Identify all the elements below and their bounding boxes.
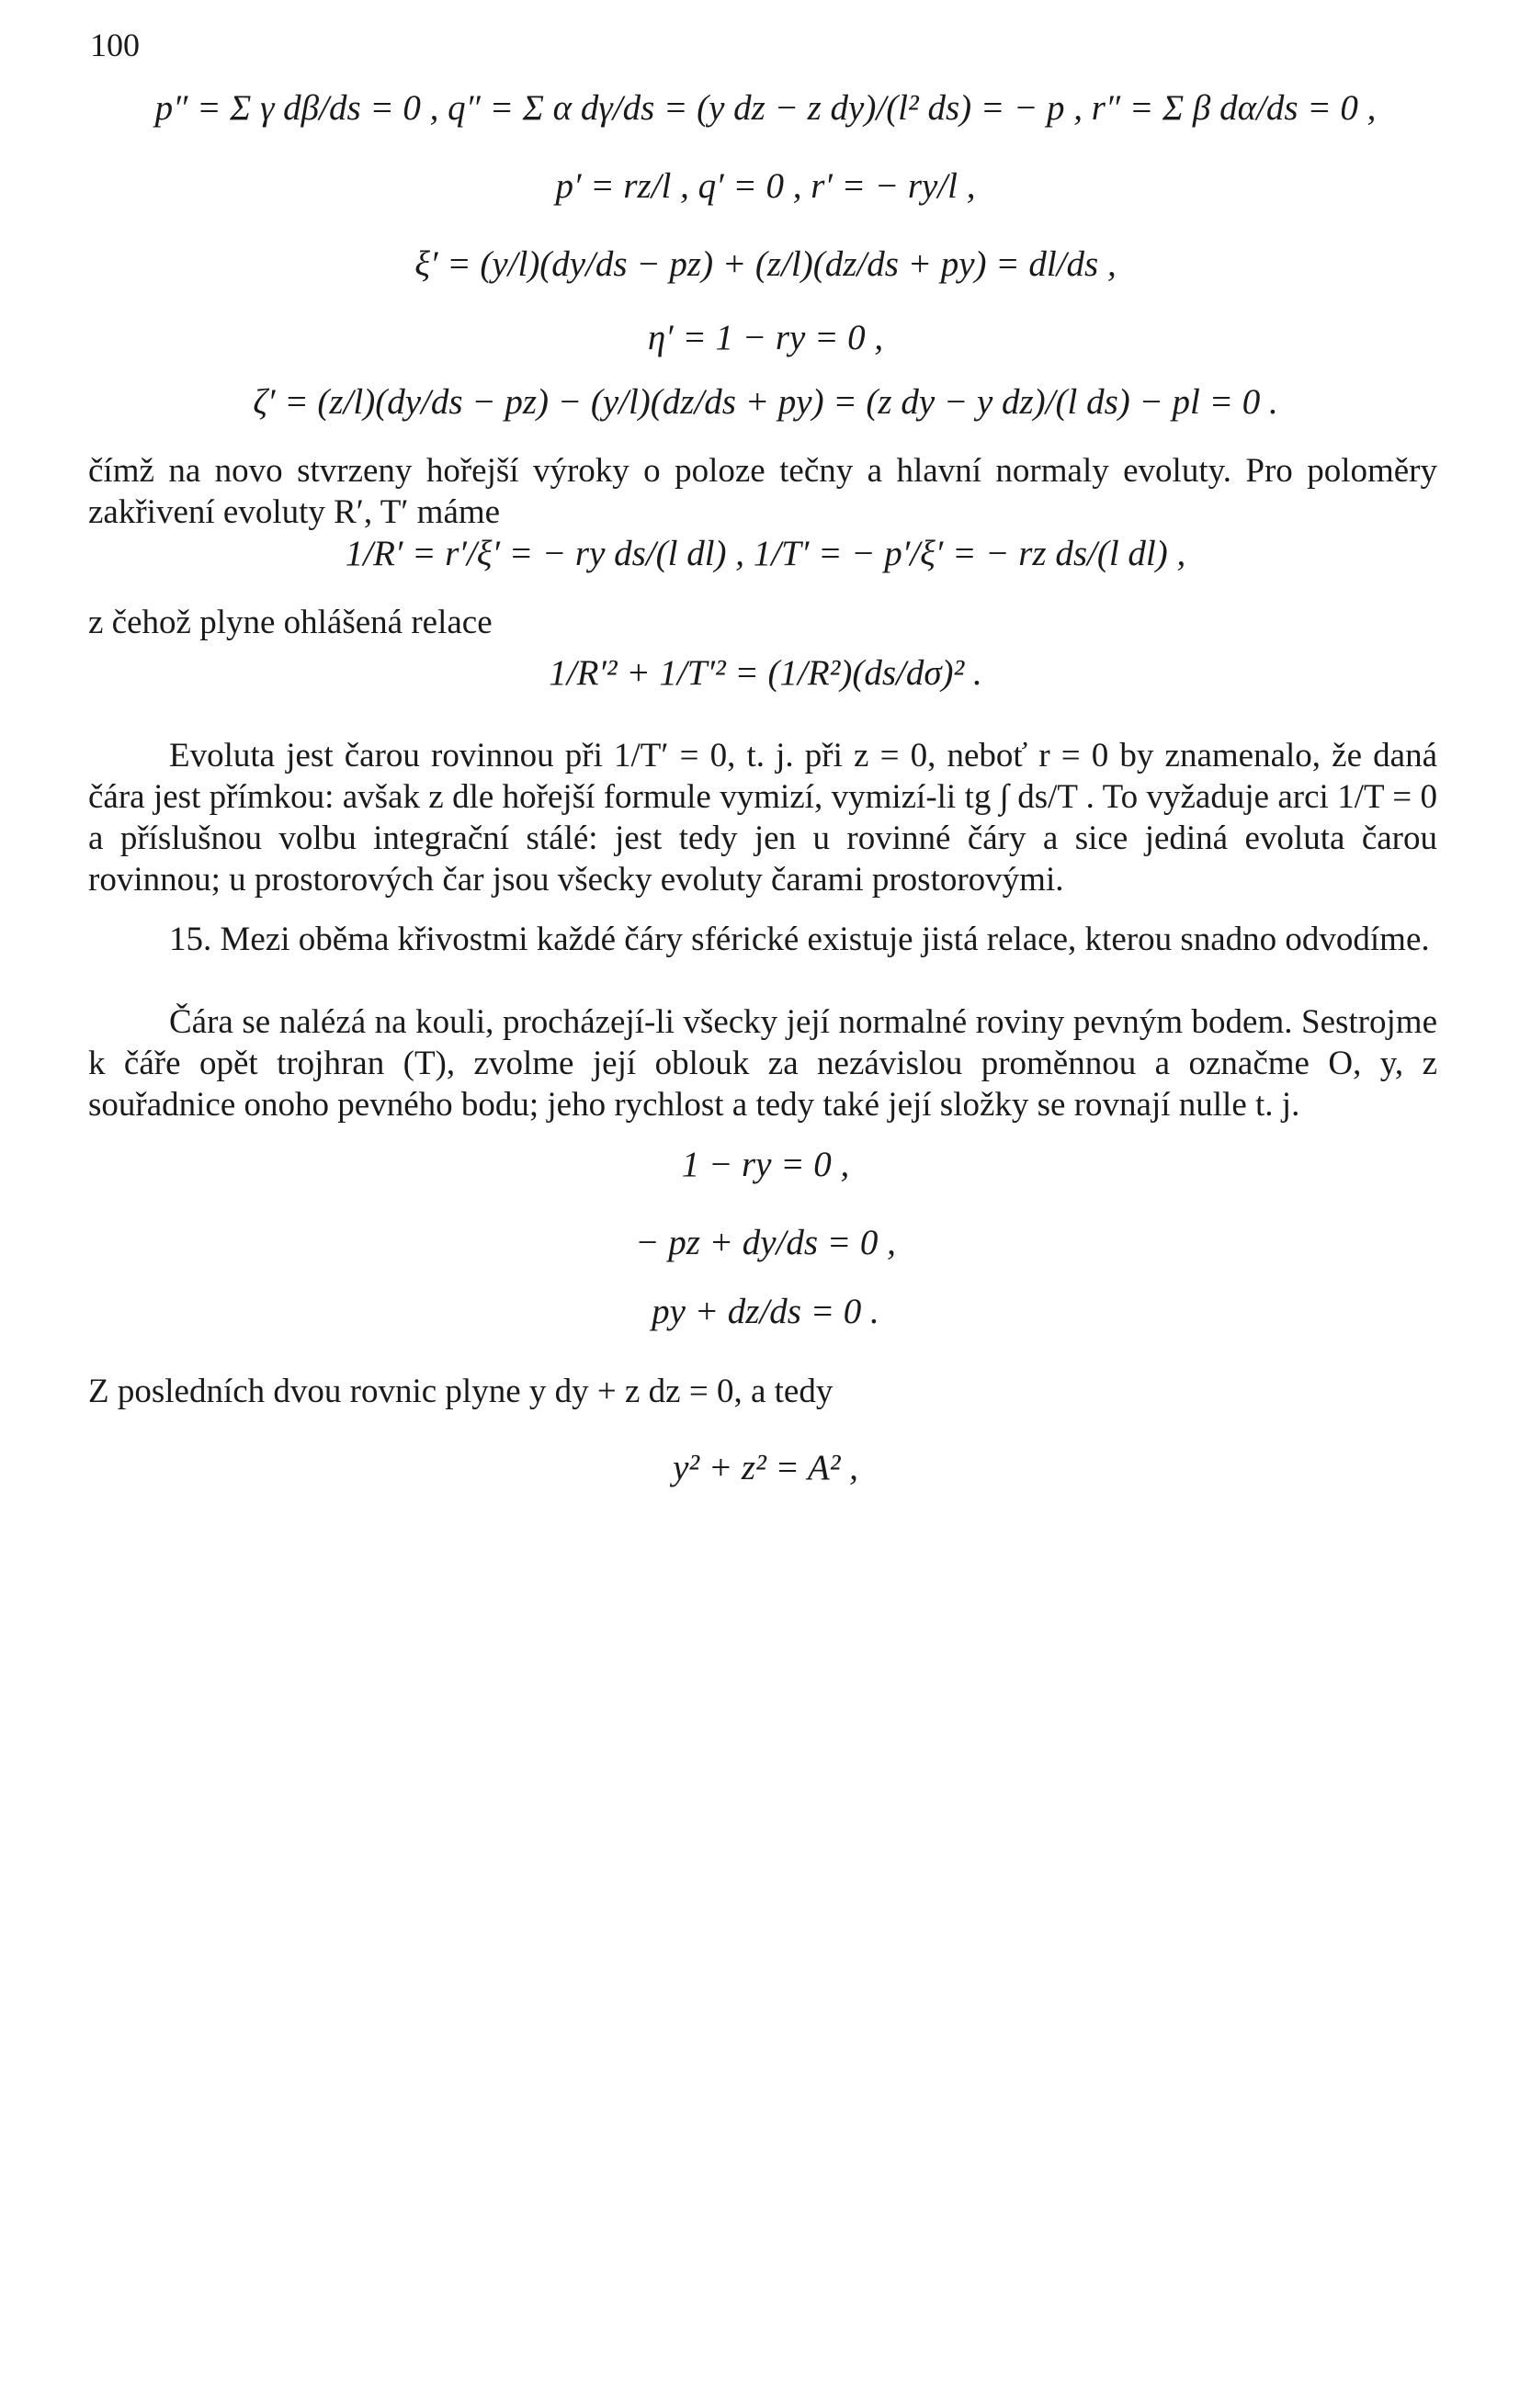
paragraph-text: Čára se nalézá na kouli, procházejí-li všecky její normalné roviny pevným bodem. Sestrojme k čáře opět trojhran (T), zvolme její oblouk za nezávislou proměnnou a označme O, y, z souřadnice onoho pevného bodu; jeho rychlost a tedy také její složky se rovnají nulle t. j. [88, 1003, 1437, 1124]
page-number: 100 [90, 27, 140, 63]
equation-velocity-1: 1 − ry = 0 , [681, 1145, 850, 1184]
equation-announced-relation: 1/R′² + 1/T′² = (1/R²)(ds/dσ)² . [549, 653, 982, 693]
paragraph-section-15 [88, 919, 1437, 960]
paragraph-tangent-normal [88, 450, 1437, 533]
equation-radii-evolute: 1/R′ = r′/ξ′ = − ry ds/(l dl) , 1/T′ = − p′/ξ′ = − rz ds/(l dl) , [345, 534, 1186, 573]
equation-sphere: y² + z² = A² , [673, 1448, 858, 1487]
paragraph-sphere-curve [88, 1001, 1437, 1125]
paragraph-relation-intro [88, 602, 1437, 643]
paragraph-text: Z posledních dvou rovnic plyne y dy + z dz = 0, a tedy [88, 1373, 834, 1410]
paragraph-text: čímž na novo stvrzeny hořejší výroky o poloze tečny a hlavní normaly evoluty. Pro poloměry zakřivení evoluty R′, T′ máme [88, 452, 1437, 531]
paragraph-planar-evolute [88, 735, 1437, 900]
equation-curvature-derivatives: p″ = Σ γ dβ/ds = 0 , q″ = Σ α dγ/ds = (y dz − z dy)/(l² ds) = − p , r″ = Σ β dα/ds = 0 , [154, 88, 1377, 128]
equation-velocity-3: py + dz/ds = 0 . [652, 1292, 879, 1331]
equation-xi-prime: ξ′ = (y/l)(dy/ds − pz) + (z/l)(dz/ds + py) = dl/ds , [414, 244, 1117, 284]
equation-eta-prime: η′ = 1 − ry = 0 , [647, 318, 884, 357]
paragraph-conclusion [88, 1371, 1437, 1412]
paragraph-text: Evoluta jest čarou rovinnou při 1/T′ = 0, t. j. při z = 0, neboť r = 0 by znamenalo, že daná čára jest přímkou: avšak z dle hořejší formule vymizí, vymizí-li tg ∫ ds/T . To vyžaduje arci 1/T = 0 a příslušnou volbu integrační stálé: jest tedy jen u rovinné čáry a sice jediná evoluta čarou rovinnou; u prostorových čar jsou všecky evoluty čarami prostorovými. [88, 737, 1437, 899]
equation-rotation-components: p′ = rz/l , q′ = 0 , r′ = − ry/l , [555, 166, 976, 206]
paragraph-text: z čehož plyne ohlášená relace [88, 604, 493, 641]
equation-zeta-prime: ζ′ = (z/l)(dy/ds − pz) − (y/l)(dz/ds + py) = (z dy − y dz)/(l ds) − pl = 0 . [253, 382, 1278, 422]
equation-velocity-2: − pz + dy/ds = 0 , [635, 1223, 896, 1262]
paragraph-text: 15. Mezi oběma křivostmi každé čáry sférické existuje jistá relace, kterou snadno odvodíme. [169, 921, 1430, 958]
